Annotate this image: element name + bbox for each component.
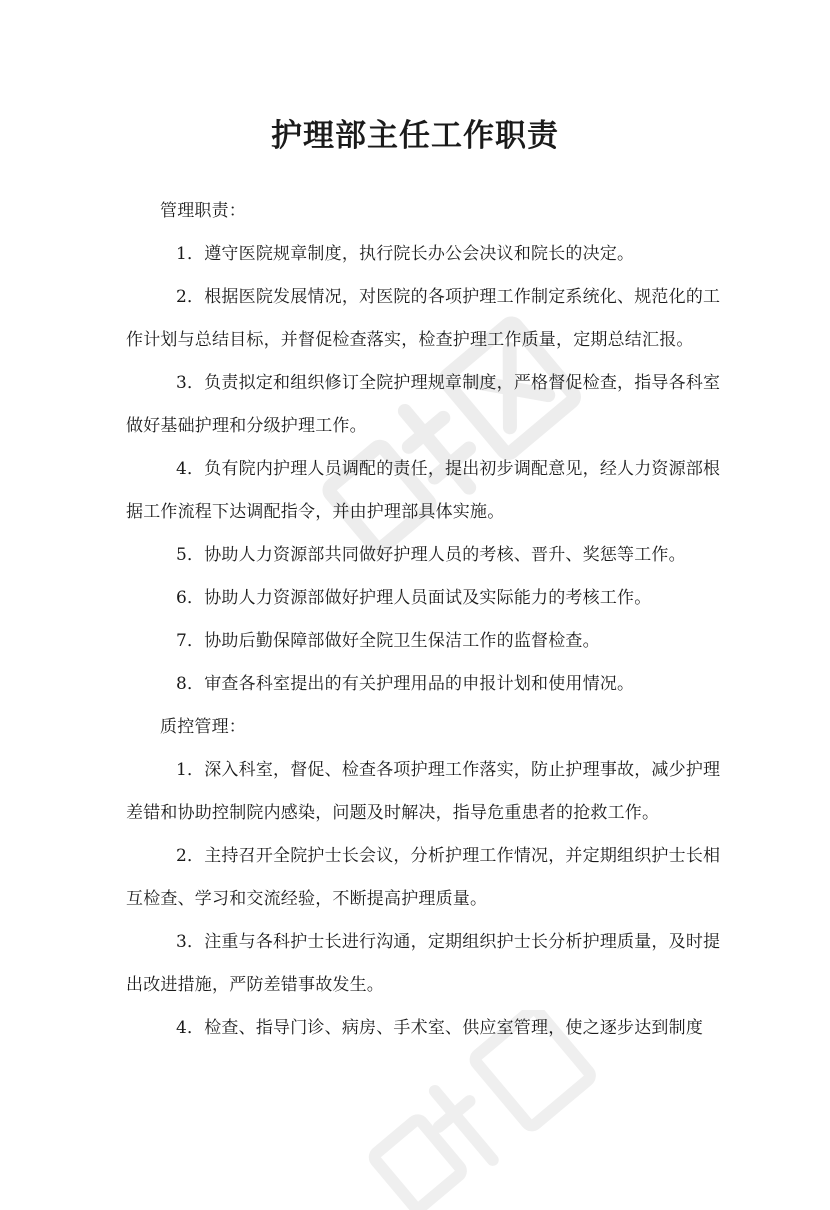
list-item: 3．注重与各科护士长进行沟通，定期组织护士长分析护理质量，及时提 bbox=[176, 932, 721, 952]
document-body bbox=[126, 190, 721, 1050]
list-item: 4．负有院内护理人员调配的责任，提出初步调配意见，经人力资源部根 bbox=[176, 459, 721, 479]
list-item: 1．遵守医院规章制度，执行院长办公会决议和院长的决定。 bbox=[176, 244, 635, 264]
list-item-continuation: 做好基础护理和分级护理工作。 bbox=[126, 416, 367, 436]
list-item: 5．协助人力资源部共同做好护理人员的考核、晋升、奖惩等工作。 bbox=[176, 545, 686, 565]
list-item-continuation: 互检查、学习和交流经验，不断提高护理质量。 bbox=[126, 889, 488, 909]
list-item: 8．审查各科室提出的有关护理用品的申报计划和使用情况。 bbox=[176, 674, 635, 694]
page-title: 护理部主任工作职责 bbox=[271, 118, 559, 154]
list-item: 1．深入科室，督促、检查各项护理工作落实，防止护理事故，减少护理 bbox=[176, 760, 721, 780]
list-item: 2．根据医院发展情况，对医院的各项护理工作制定系统化、规范化的工 bbox=[176, 287, 721, 307]
list-item-continuation: 作计划与总结目标，并督促检查落实，检查护理工作质量，定期总结汇报。 bbox=[126, 330, 694, 350]
list-item: 3．负责拟定和组织修订全院护理规章制度，严格督促检查，指导各科室 bbox=[176, 373, 721, 393]
list-item-continuation: 出改进措施，严防差错事故发生。 bbox=[126, 975, 384, 995]
list-item: 7．协助后勤保障部做好全院卫生保洁工作的监督检查。 bbox=[176, 631, 600, 651]
list-item: 4．检查、指导门诊、病房、手术室、供应室管理，使之逐步达到制度 bbox=[176, 1018, 704, 1038]
section-heading: 管理职责： bbox=[160, 201, 246, 221]
list-item-continuation: 差错和协助控制院内感染，问题及时解决，指导危重患者的抢救工作。 bbox=[126, 803, 660, 823]
section-heading: 质控管理： bbox=[160, 717, 246, 737]
list-item-continuation: 据工作流程下达调配指令，并由护理部具体实施。 bbox=[126, 502, 505, 522]
list-item: 6．协助人力资源部做好护理人员面试及实际能力的考核工作。 bbox=[176, 588, 652, 608]
list-item: 2．主持召开全院护士长会议，分析护理工作情况，并定期组织护士长相 bbox=[176, 846, 721, 866]
